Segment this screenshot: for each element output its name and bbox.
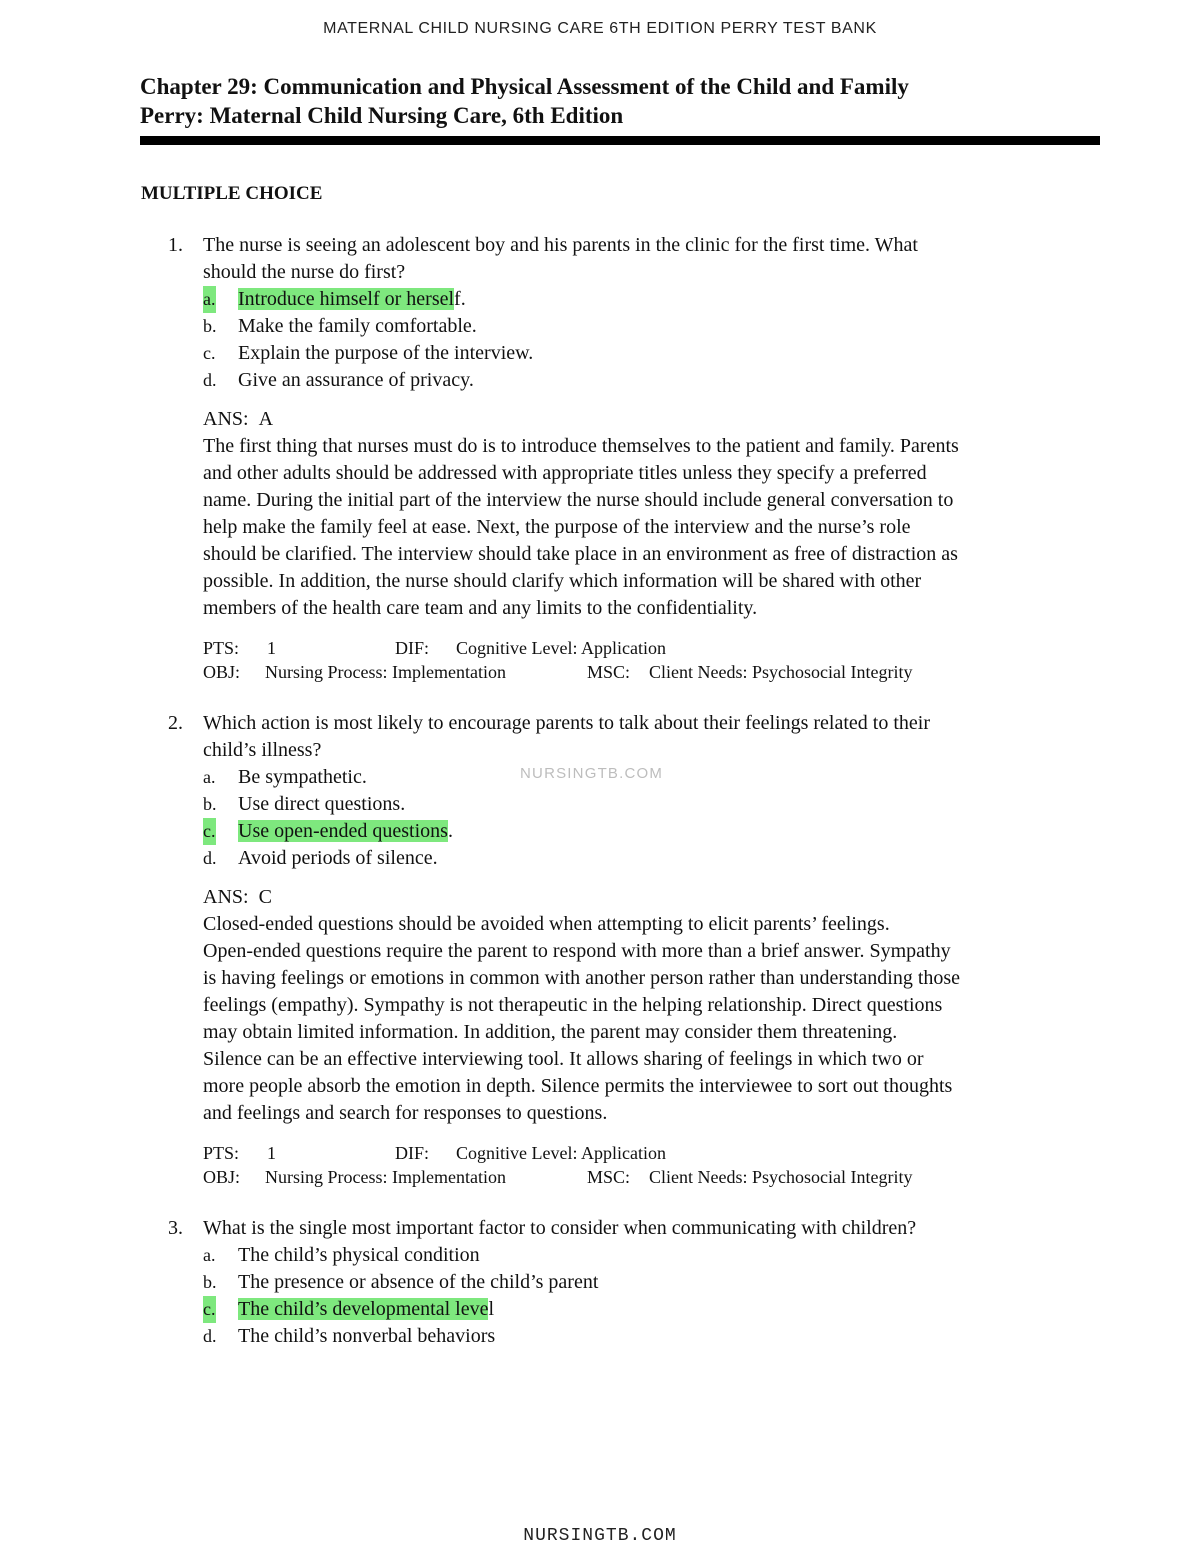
meta-row-obj-msc	[203, 660, 1100, 684]
rationale-line: and feelings and search for responses to questions.	[203, 1102, 608, 1124]
stem-line: What is the single most important factor to consider when communicating with children?	[203, 1217, 917, 1239]
option-text: Make the family comfortable.	[238, 315, 477, 337]
rationale-line: Closed-ended questions should be avoided when attempting to elicit parents’ feelings.	[203, 913, 890, 935]
rationale-line: should be clarified. The interview should take place in an environment as free of distraction as	[203, 543, 958, 565]
answer-value: C	[258, 886, 272, 908]
options	[203, 286, 1100, 394]
option-c-correct	[203, 1296, 1100, 1323]
rationale-line: help make the family feel at ease. Next, the purpose of the interview and the nurse’s role	[203, 516, 911, 538]
section-label: MULTIPLE CHOICE	[141, 183, 323, 204]
dif-label: DIF:	[395, 1143, 430, 1163]
question-3	[140, 1215, 1100, 1350]
option-c-correct	[203, 818, 1100, 845]
option-b	[203, 791, 1100, 818]
option-text: The child’s nonverbal behaviors	[238, 1325, 496, 1347]
option-d	[203, 845, 1100, 872]
chapter-heading	[140, 72, 1100, 145]
option-text: Give an assurance of privacy.	[238, 369, 474, 391]
msc-value: Client Needs: Psychosocial Integrity	[649, 1167, 913, 1187]
option-a-correct	[203, 286, 1100, 313]
question-gap	[140, 1189, 1100, 1215]
option-text-tail: f.	[454, 288, 466, 310]
obj-label: OBJ:	[203, 662, 241, 682]
option-text-highlighted: The child’s developmental leve	[238, 1298, 489, 1320]
rationale-line: feelings (empathy). Sympathy is not therapeutic in the helping relationship. Direct questions	[203, 994, 943, 1016]
option-letter: d.	[203, 848, 217, 868]
stem-line: child’s illness?	[203, 739, 322, 761]
pts-value: 1	[267, 1143, 276, 1163]
rationale-line: more people absorb the emotion in depth. Silence permits the interviewee to sort out thoughts	[203, 1075, 953, 1097]
dif-value: Cognitive Level: Application	[456, 1143, 666, 1163]
question-number: 1.	[168, 234, 183, 256]
rationale-line: may obtain limited information. In addition, the parent may consider them threatening.	[203, 1021, 898, 1043]
option-c	[203, 340, 1100, 367]
rationale	[203, 911, 1100, 1127]
obj-value: Nursing Process: Implementation	[265, 1167, 506, 1187]
heading-rule	[140, 136, 1100, 145]
answer-line	[203, 884, 1100, 911]
meta-row-pts-dif	[203, 636, 1100, 660]
obj-label: OBJ:	[203, 1167, 241, 1187]
pts-value: 1	[267, 638, 276, 658]
option-letter: d.	[203, 1326, 217, 1346]
question-number: 2.	[168, 712, 183, 734]
msc-label: MSC:	[587, 1167, 631, 1187]
rationale-line: members of the health care team and any limits to the confidentiality.	[203, 597, 758, 619]
book-title: Perry: Maternal Child Nursing Care, 6th Edition	[140, 103, 624, 128]
dif-label: DIF:	[395, 638, 430, 658]
answer-value: A	[258, 408, 274, 430]
option-letter: c.	[203, 1296, 216, 1323]
option-letter: b.	[203, 794, 217, 814]
option-text: The presence or absence of the child’s parent	[238, 1271, 599, 1293]
rationale-line: and other adults should be addressed with appropriate titles unless they specify a preferred	[203, 462, 927, 484]
pts-label: PTS:	[203, 638, 240, 658]
option-d	[203, 1323, 1100, 1350]
meta-row-pts-dif	[203, 1141, 1100, 1165]
stem-line: should the nurse do first?	[203, 261, 406, 283]
option-text: Explain the purpose of the interview.	[238, 342, 534, 364]
rationale-line: is having feelings or emotions in common with another person rather than understanding those	[203, 967, 961, 989]
option-letter: d.	[203, 370, 217, 390]
question-stem	[203, 1215, 1100, 1242]
question-number: 3.	[168, 1217, 183, 1239]
stem-line: The nurse is seeing an adolescent boy and his parents in the clinic for the first time. What	[203, 234, 918, 256]
option-letter: c.	[203, 818, 216, 845]
option-d	[203, 367, 1100, 394]
option-b	[203, 1269, 1100, 1296]
rationale-line: Silence can be an effective interviewing tool. It allows sharing of feelings in which two or	[203, 1048, 924, 1070]
option-letter: a.	[203, 1245, 216, 1265]
page-footer: NURSINGTB.COM	[523, 1526, 677, 1546]
stem-line: Which action is most likely to encourage parents to talk about their feelings related to their	[203, 712, 930, 734]
question-gap	[140, 684, 1100, 710]
option-b	[203, 313, 1100, 340]
option-text: Be sympathetic.	[238, 766, 367, 788]
watermark: NURSINGTB.COM	[520, 765, 664, 782]
msc-label: MSC:	[587, 662, 631, 682]
answer-label: ANS:	[203, 886, 249, 908]
running-header: MATERNAL CHILD NURSING CARE 6TH EDITION PERRY TEST BANK	[323, 20, 877, 37]
rationale-line: name. During the initial part of the interview the nurse should include general conversation to	[203, 489, 954, 511]
option-text: Avoid periods of silence.	[238, 847, 438, 869]
question-list	[140, 232, 1100, 1350]
option-letter: c.	[203, 343, 216, 363]
option-letter: b.	[203, 316, 217, 336]
option-text-highlighted: Use open-ended questions	[238, 820, 448, 842]
option-text: Use direct questions.	[238, 793, 406, 815]
option-text-tail: .	[447, 820, 453, 842]
option-text-tail: l	[488, 1298, 495, 1320]
dif-value: Cognitive Level: Application	[456, 638, 666, 658]
meta-row-obj-msc	[203, 1165, 1100, 1189]
options	[203, 1242, 1100, 1350]
rationale-line: possible. In addition, the nurse should clarify which information will be shared with other	[203, 570, 922, 592]
option-text-highlighted: Introduce himself or hersel	[238, 288, 455, 310]
obj-value: Nursing Process: Implementation	[265, 662, 506, 682]
option-letter: a.	[203, 767, 216, 787]
rationale	[203, 433, 1100, 622]
answer-line	[203, 406, 1100, 433]
option-text: The child’s physical condition	[238, 1244, 480, 1266]
option-a	[203, 1242, 1100, 1269]
option-letter: a.	[203, 286, 216, 313]
question-stem	[203, 232, 1100, 286]
option-letter: b.	[203, 1272, 217, 1292]
rationale-line: Open-ended questions require the parent to respond with more than a brief answer. Sympathy	[203, 940, 951, 962]
pts-label: PTS:	[203, 1143, 240, 1163]
msc-value: Client Needs: Psychosocial Integrity	[649, 662, 913, 682]
question-metadata	[203, 636, 1100, 684]
rationale-line: The first thing that nurses must do is to introduce themselves to the patient and family. Parents	[203, 435, 959, 457]
chapter-title: Chapter 29: Communication and Physical Assessment of the Child and Family	[140, 74, 909, 99]
question-metadata	[203, 1141, 1100, 1189]
question-1	[140, 232, 1100, 684]
answer-label: ANS:	[203, 408, 249, 430]
question-stem	[203, 710, 1100, 764]
